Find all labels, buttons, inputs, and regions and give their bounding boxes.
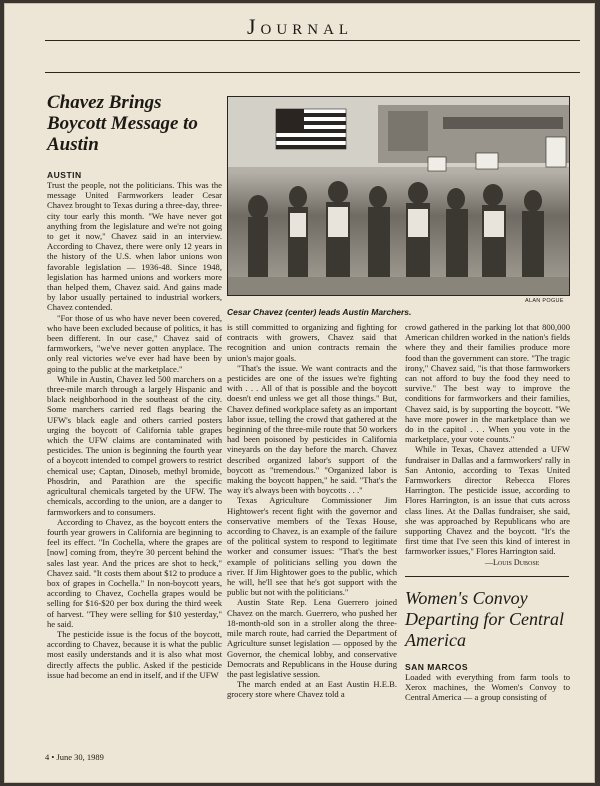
photo-credit: ALAN POGUE bbox=[525, 298, 564, 304]
paragraph: "For those of us who have never been covered, who have been excluded because of politics, it has been different. In our case," Chavez said of farmworkers, "we've never gotten anyplace. The only real victories we've ever had have been by going to the public at the marketplace." bbox=[47, 312, 222, 374]
paragraph: Austin State Rep. Lena Guerrero joined Chavez on the march. Guerrero, who pushed her 18-month-old son in a stroller along the three-mile march route, had carried the Department of Agriculture sunset legislation — opposed by the Governor, the chemical lobby, and conservative Democrats and Republicans in the House during the past legislative session. bbox=[227, 597, 397, 679]
masthead-top-rule bbox=[45, 40, 580, 41]
column-3 bbox=[405, 322, 570, 556]
masthead-bottom-rule bbox=[45, 72, 580, 73]
dateline-san-marcos: SAN MARCOS bbox=[405, 662, 469, 672]
article-headline: Chavez Brings Boycott Message to Austin bbox=[47, 92, 198, 155]
march-photo bbox=[227, 96, 570, 296]
newspaper-page bbox=[4, 3, 595, 783]
paragraph: Loaded with everything from farm tools to Xerox machines, the Women's Convoy to Central America — a group consisting of bbox=[405, 672, 570, 703]
section-title: Journal bbox=[247, 14, 354, 39]
paragraph: According to Chavez, as the boycott enters the fourth year growers in California are beginning to feel its effect. "In Cochella, where the grapes are [now] coming from, they're 30 percent behind the sales last year. And the prices are shot to heck," Chavez said. "It costs them about $12 to produce a box of grapes in Cochella." In non-boycott years, according to Chavez, Cochella grapes would be selling for $16-$20 per box during the third week of harvest. "They were selling for $10 yesterday," he said. bbox=[47, 516, 222, 629]
paragraph: The march ended at an East Austin H.E.B. grocery store where Chavez told a bbox=[227, 679, 397, 700]
paragraph: Trust the people, not the politicians. This was the message United Farmworkers leader Cesar Chavez brought to Texas during a three-day, three-city tour early this month. "We have never got anything from the legislature and we're not going to get it now," Chavez said in an interview. According to Chavez, there were only 12 years in the history of the U.S. when labor unions won favorable legislation — 1936-48. Since 1948, legislation has harmed unions and workers more than helped them, Chavez said. And gains made by labor usually pertained to industrial workers, Chavez contended. bbox=[47, 180, 222, 313]
paragraph: While in Austin, Chavez led 500 marchers on a three-mile march through a largely Hispanic and black neighborhood in the southeast of the city. Some marchers carried red flags bearing the UFW's black eagle and others carried posters urging the boycott of California table grapes which the UFW claims are contaminated with pesticides. The union is beginning the fourth year of a boycott intended to compel growers to restrict chemical use; Captan, Dinoseb, methyl bromide, Phosdrin, and Parathion are the specific agricultural chemicals targeted by the UFW. The chemicals, according to the union, are a danger to farmworkers and to consumers. bbox=[47, 373, 222, 517]
article2-body bbox=[405, 672, 570, 744]
paragraph: While in Texas, Chavez attended a UFW fundraiser in Dallas and a farmworkers' rally in San Antonio, according to Texas United Farmworkers director Rebecca Flores Harrington. The pesticide issue, according to Flores Harrington, is an issue that cuts across class lines. At the Dallas fundraiser, she said, she was approached by Republicans who are supporting Chavez and the boycott. "It's the first time that I've seen this kind of interest in farmworker issues," Flores Harrington said. bbox=[405, 444, 570, 556]
article2-headline: Women's Convoy Departing for Central America bbox=[405, 588, 565, 650]
dateline-austin: AUSTIN bbox=[47, 170, 82, 180]
paragraph: Texas Agriculture Commissioner Jim Hightower's recent fight with the governor and conservative members of the Texas House, according to Chavez, is an example of the failure of the political system to respond to legitimate worker and consumer issues: "That's the best example of politicians selling you down the river. If Jim Hightower goes to the public, which he will, he'll see that he's got support with the public but not with the politicians." bbox=[227, 495, 397, 598]
paragraph: is still committed to organizing and fighting for contracts with growers, Chavez said that recognition and union contracts remain the union's major goals. bbox=[227, 322, 397, 363]
column-2 bbox=[227, 322, 397, 742]
page-footer: 4 • June 30, 1989 bbox=[45, 752, 104, 762]
byline: —Louis Dubose bbox=[485, 558, 540, 567]
article-divider bbox=[405, 576, 569, 577]
paragraph: crowd gathered in the parking lot that 800,000 American children worked in the nation's fields where they and their families produce more food than the government can store. "The tragic irony," Chavez said, "is that those farmworkers can not afford to buy the food they need to survive." The best way to improve the conditions for farmworkers and their families, Chavez said, is by supporting the boycott. "We have more power in the marketplace than we do in the capitol . . . When you vote in the marketplace, your vote counts." bbox=[405, 322, 570, 445]
column-1 bbox=[47, 180, 222, 742]
photo-caption: Cesar Chavez (center) leads Austin Marchers. bbox=[227, 307, 412, 317]
paragraph: The pesticide issue is the focus of the boycott, according to Chavez, because it is what the public most easily understands and it is also what most directly affects the public. Asked if the pesticide issue had become an end in itself, and if the UFW bbox=[47, 628, 222, 680]
paragraph: "That's the issue. We want contracts and the pesticides are one of the issues we're fighting with . . . All of that is possible and the boycott doesn't end unless we get all those things." But, Chavez defined workplace safety as an important labor issue, telling the crowd that gathered at the beginning of the three-mile route that 50 workers had been poisoned by pesticides in California vineyards on the day before the march. Chavez described organized labor's support of the boycott as "tremendous." "Organized labor is making the boycott happen," he said. "That's the way it's always been with boycotts . . ." bbox=[227, 362, 397, 496]
